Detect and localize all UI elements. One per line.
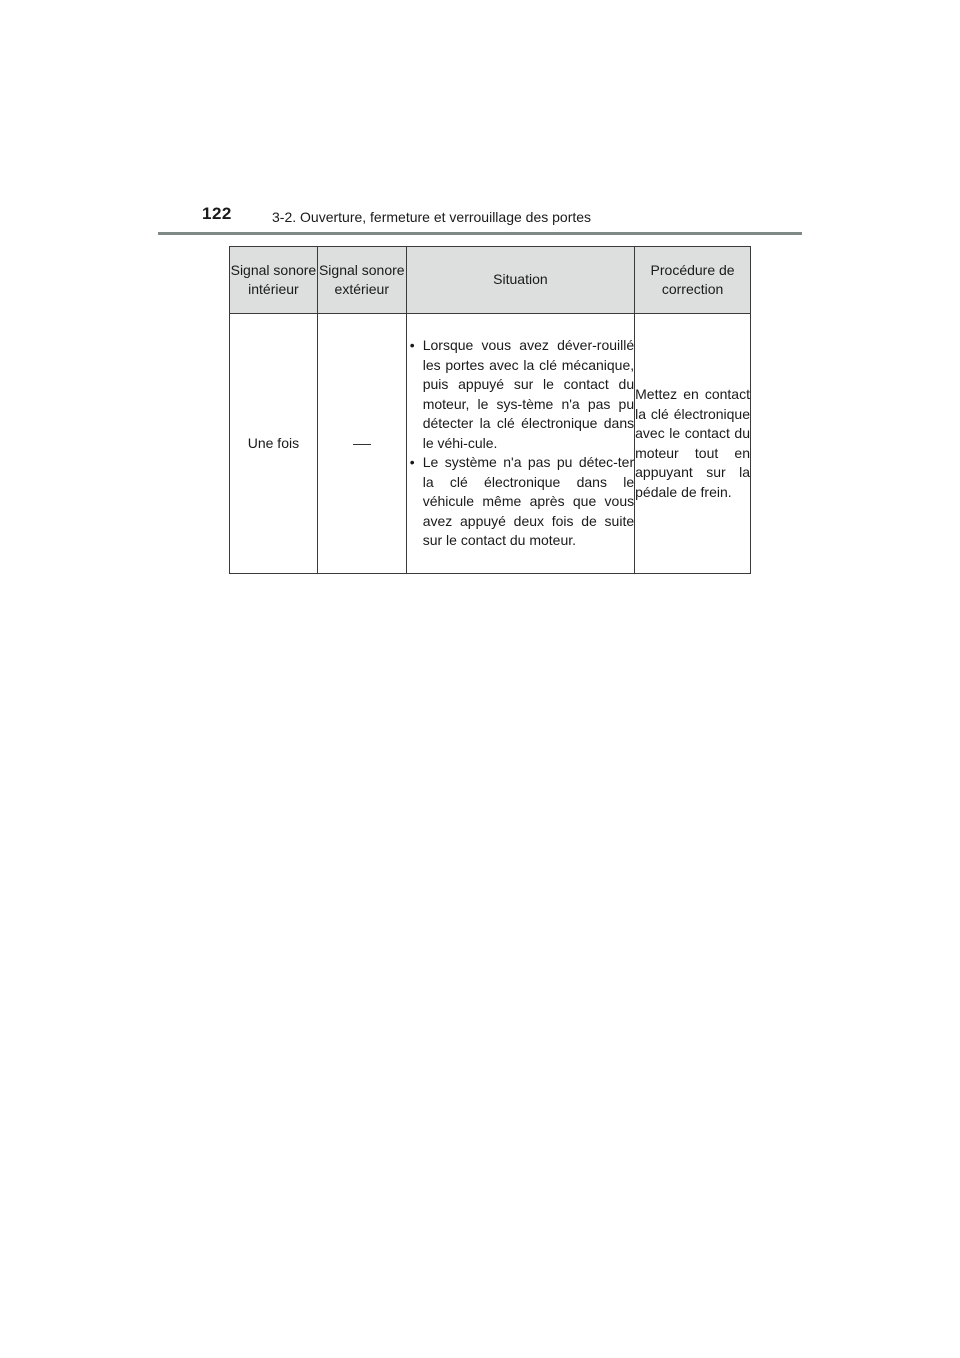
page-number: 122 xyxy=(202,204,232,223)
header-rule xyxy=(158,232,802,235)
section-title: 3-2. Ouverture, fermeture et verrouillage des portes xyxy=(272,209,592,225)
list-item: • Le système n'a pas pu détec-ter la clé électronique dans le véhicule même après que vous avez appuyé deux fois de suite sur le contact du moteur. xyxy=(407,453,634,551)
table-header-row xyxy=(230,247,751,314)
buzzer-signal-table xyxy=(229,246,751,574)
page-header xyxy=(158,204,802,234)
cell-exterior xyxy=(317,314,406,574)
situation-list xyxy=(407,336,634,551)
table-row xyxy=(230,314,751,574)
header-interior: Signal sonore intérieur xyxy=(230,247,318,314)
dash-mark xyxy=(353,444,371,445)
header-exterior: Signal sonore extérieur xyxy=(317,247,406,314)
header-situation: Situation xyxy=(406,247,634,314)
cell-interior: Une fois xyxy=(230,314,318,574)
list-item: • Lorsque vous avez déver-rouillé les portes avec la clé mécanique, puis appuyé sur le contact du moteur, le sys-tème n'a pas pu détecter la clé électronique dans le véhi-cule. xyxy=(407,336,634,453)
cell-procedure: Mettez en contact la clé électronique avec le contact du moteur tout en appuyant sur la pédale de frein. xyxy=(635,314,751,574)
cell-situation xyxy=(406,314,634,574)
header-procedure: Procédure de correction xyxy=(635,247,751,314)
